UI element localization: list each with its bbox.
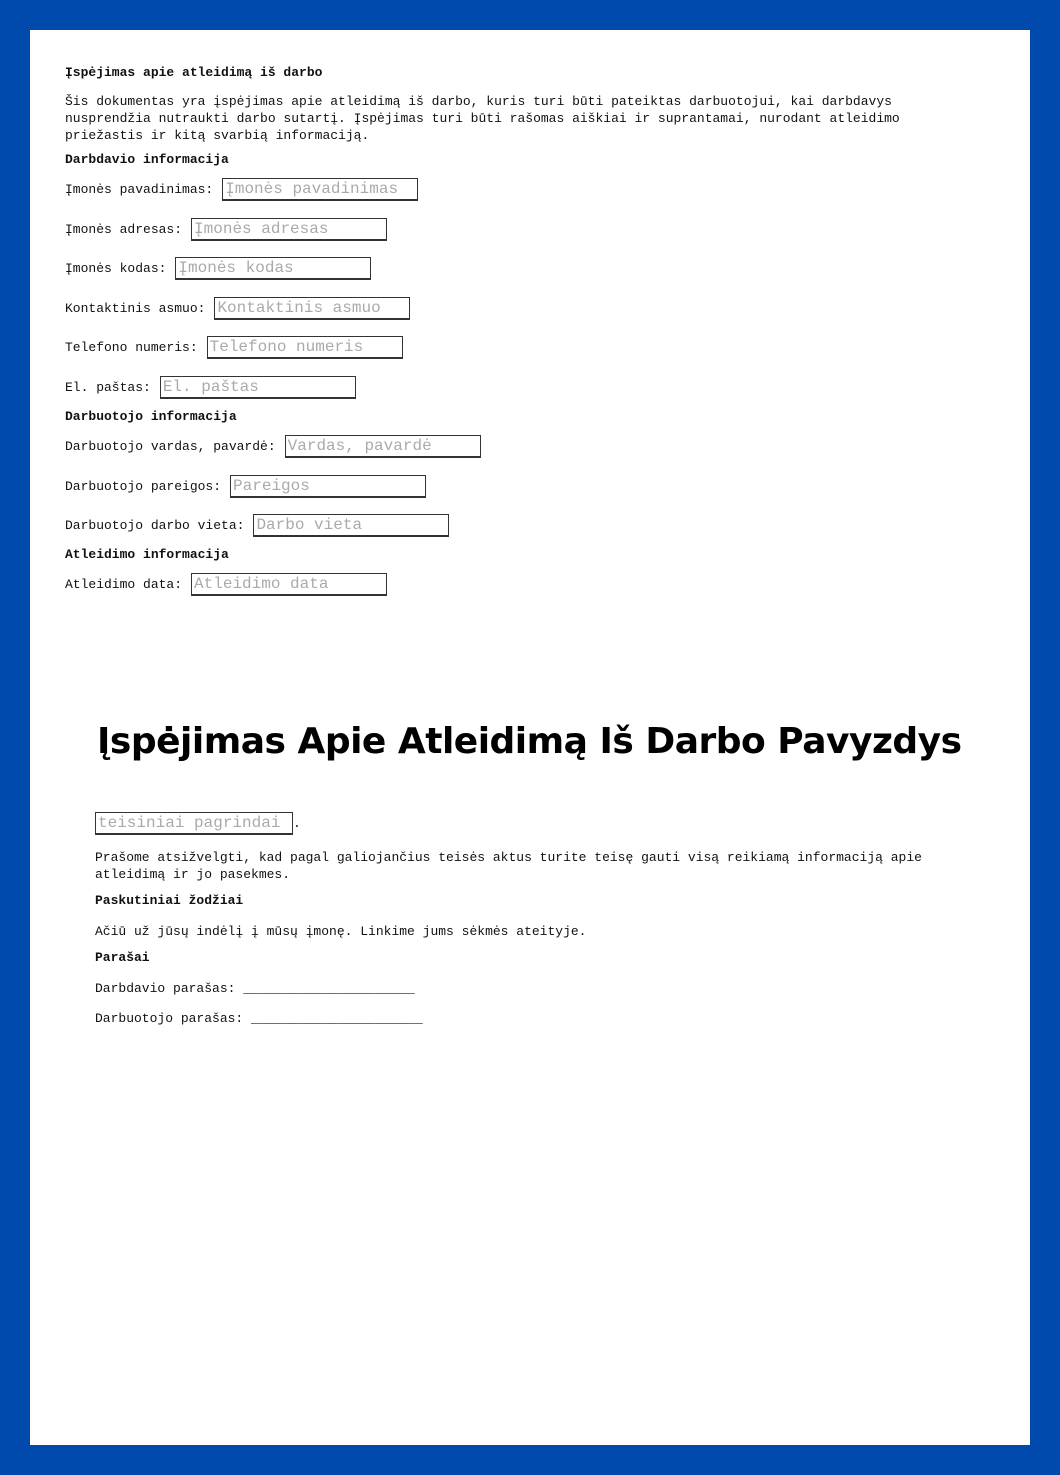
field-company-name xyxy=(65,178,945,201)
employer-heading: Darbdavio informacija xyxy=(65,152,229,167)
signatures-heading: Parašai xyxy=(95,950,150,965)
field-employee-position xyxy=(65,475,945,498)
closing-text: Ačiū už jūsų indėlį į mūsų įmonę. Linkime jums sėkmės ateityje. xyxy=(95,924,587,939)
legal-basis-input[interactable] xyxy=(95,812,293,835)
lower-section xyxy=(95,812,975,1031)
employee-name-input[interactable] xyxy=(285,435,481,458)
intro-paragraph: Šis dokumentas yra įspėjimas apie atleidimą iš darbo, kuris turi būti pateiktas darbuotojui, kai darbdavys nusprendžia nutraukti darbo sutartį. Įspėjimas turi būti rašomas aiškiai ir suprantamai, nurodant atleidimo priežastis ir kitą svarbią informaciją. xyxy=(65,94,900,143)
dismissal-date-input[interactable] xyxy=(191,573,387,596)
employee-heading: Darbuotojo informacija xyxy=(65,408,237,424)
field-workplace xyxy=(65,514,945,537)
field-employee-name xyxy=(65,435,945,458)
field-label: Telefono numeris: xyxy=(65,340,198,356)
field-email xyxy=(65,376,945,399)
employer-signature-line: Darbdavio parašas: ______________________ xyxy=(95,981,415,996)
company-code-input[interactable] xyxy=(175,257,371,280)
form-body xyxy=(65,65,945,613)
company-address-input[interactable] xyxy=(191,218,387,241)
field-label: Darbuotojo vardas, pavardė: xyxy=(65,438,276,454)
workplace-input[interactable] xyxy=(253,514,449,537)
field-dismissal-date xyxy=(65,573,945,596)
employee-signature-line: Darbuotojo parašas: ______________________ xyxy=(95,1011,423,1026)
doc-title: Įspėjimas apie atleidimą iš darbo xyxy=(65,65,323,80)
field-label: Įmonės pavadinimas: xyxy=(65,182,214,197)
field-company-address xyxy=(65,218,945,241)
dismissal-heading: Atleidimo informacija xyxy=(65,547,229,563)
closing-heading: Paskutiniai žodžiai xyxy=(95,893,244,908)
field-label: El. paštas: xyxy=(65,379,151,395)
notice-paragraph: Prašome atsižvelgti, kad pagal galiojančius teisės aktus turite teisę gauti visą reikiamą informaciją apie atleidimą ir jo pasekmes. xyxy=(95,850,922,882)
field-label: Darbuotojo darbo vieta: xyxy=(65,518,245,534)
field-label: Atleidimo data: xyxy=(65,577,183,593)
field-label: Įmonės adresas: xyxy=(65,221,183,237)
field-label: Kontaktinis asmuo: xyxy=(65,300,206,316)
company-name-input[interactable] xyxy=(222,178,418,201)
field-phone xyxy=(65,336,945,359)
phone-input[interactable] xyxy=(207,336,403,359)
field-label: Įmonės kodas: xyxy=(65,261,167,277)
email-input[interactable] xyxy=(160,376,356,399)
legal-row xyxy=(95,812,975,835)
employee-position-input[interactable] xyxy=(230,475,426,498)
field-label: Darbuotojo pareigos: xyxy=(65,478,222,494)
banner-title: Įspėjimas Apie Atleidimą Iš Darbo Pavyzdys xyxy=(97,721,962,762)
field-contact-person xyxy=(65,297,945,320)
legal-suffix: . xyxy=(293,815,301,831)
contact-person-input[interactable] xyxy=(214,297,410,320)
field-company-code xyxy=(65,257,945,280)
